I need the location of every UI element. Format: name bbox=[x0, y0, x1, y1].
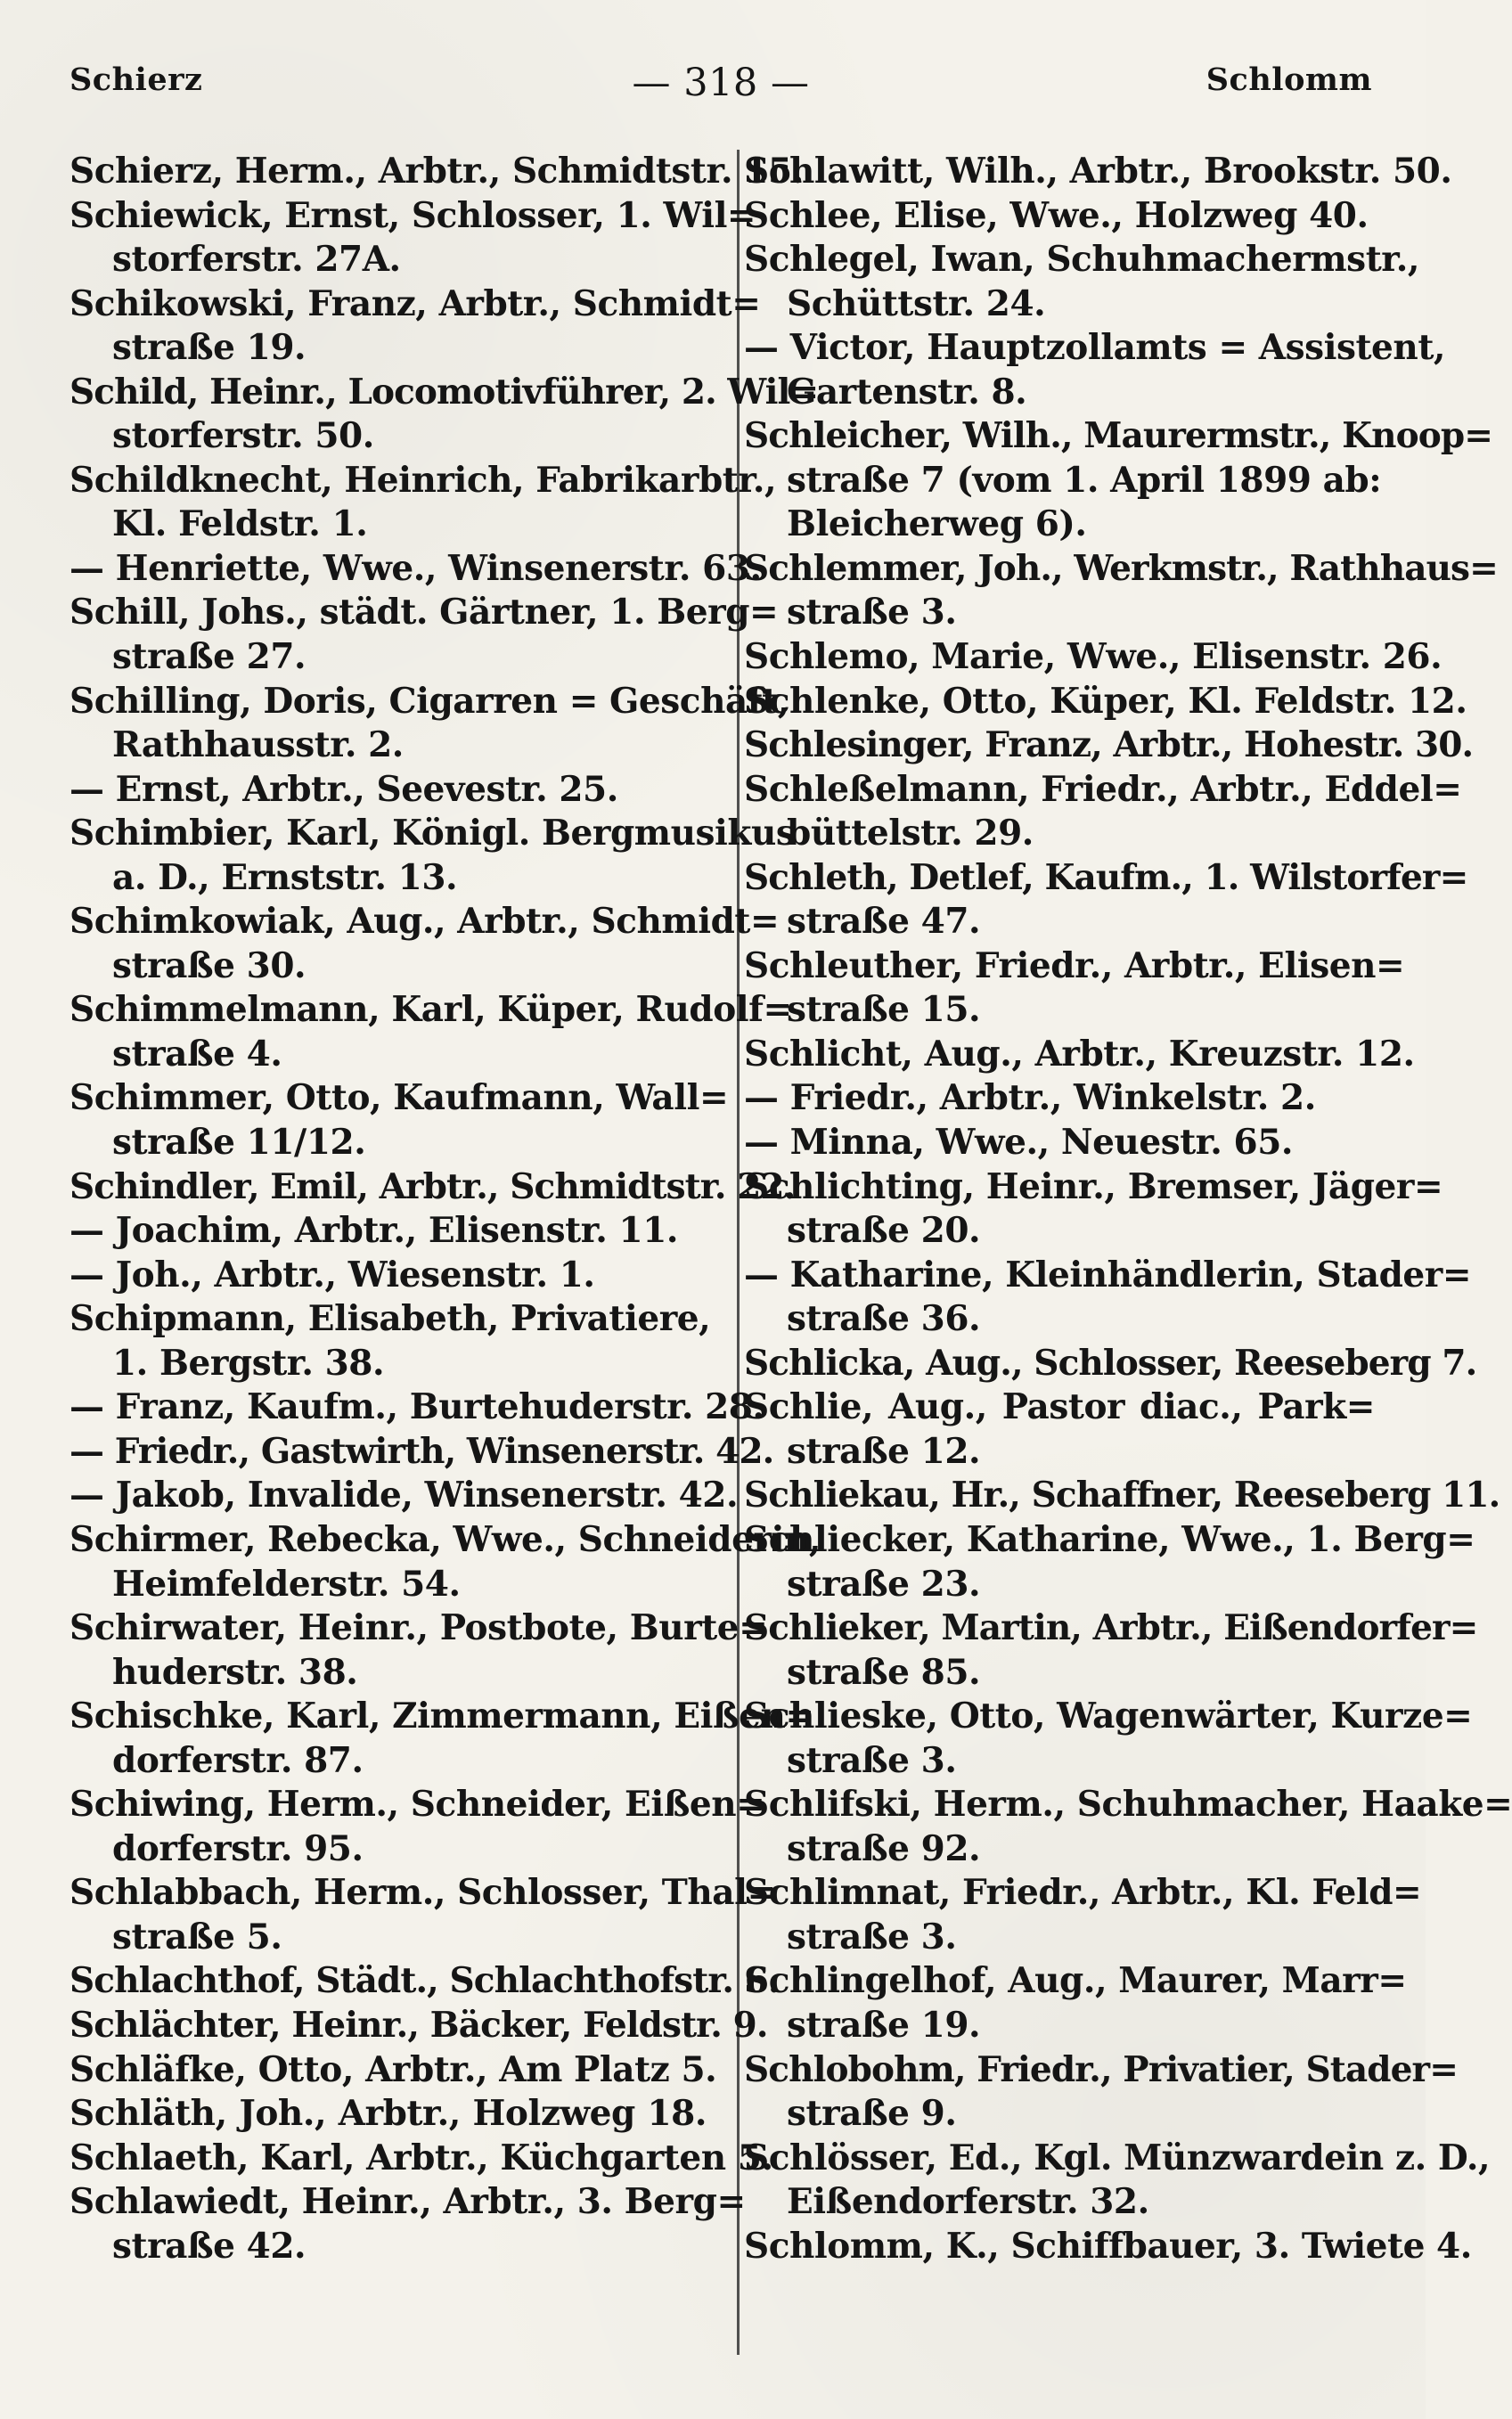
directory-line: straße 47. bbox=[787, 901, 981, 943]
directory-line: Schlomm, K., Schiffbauer, 3. Twiete 4. bbox=[744, 2225, 1472, 2267]
directory-line: Schlimnat, Friedr., Arbtr., Kl. Feld= bbox=[744, 1872, 1422, 1914]
directory-line: Kl. Feldstr. 1. bbox=[112, 503, 368, 545]
directory-line: straße 27. bbox=[112, 636, 306, 678]
directory-line: straße 20. bbox=[787, 1210, 981, 1252]
directory-line: straße 19. bbox=[787, 2004, 981, 2046]
directory-line: straße 92. bbox=[787, 1827, 981, 1869]
directory-line: 1. Bergstr. 38. bbox=[112, 1342, 385, 1384]
directory-line: straße 19. bbox=[112, 327, 306, 369]
directory-line: Schlichting, Heinr., Bremser, Jäger= bbox=[744, 1165, 1443, 1207]
directory-line: Schlieker, Martin, Arbtr., Eißendorfer= bbox=[744, 1607, 1478, 1649]
directory-line: Schlemo, Marie, Wwe., Elisenstr. 26. bbox=[744, 636, 1443, 678]
directory-line: Schlesinger, Franz, Arbtr., Hohestr. 30. bbox=[744, 724, 1474, 766]
directory-line: dorferstr. 95. bbox=[112, 1827, 364, 1869]
directory-line: straße 5. bbox=[112, 1916, 282, 1957]
directory-line: huderstr. 38. bbox=[112, 1651, 358, 1693]
directory-line: Schlifski, Herm., Schuhmacher, Haake= bbox=[744, 1784, 1512, 1826]
directory-line: Schildknecht, Heinrich, Fabrikarbtr., bbox=[69, 459, 777, 501]
page-number: — 318 — bbox=[632, 61, 810, 105]
directory-line: büttelstr. 29. bbox=[787, 813, 1034, 854]
directory-line: Schüttstr. 24. bbox=[787, 282, 1046, 324]
header-left-keyword: Schierz bbox=[69, 61, 203, 98]
directory-line: Schliekau, Hr., Schaffner, Reeseberg 11. bbox=[744, 1475, 1500, 1516]
directory-line: Schleßelmann, Friedr., Arbtr., Eddel= bbox=[744, 768, 1462, 810]
directory-line: Schlegel, Iwan, Schuhmachermstr., bbox=[744, 239, 1420, 281]
directory-line: straße 12. bbox=[787, 1430, 981, 1472]
directory-line: straße 30. bbox=[112, 944, 306, 986]
directory-line: Eißendorferstr. 32. bbox=[787, 2181, 1149, 2223]
directory-line: Schild, Heinr., Locomotivführer, 2. Wil= bbox=[69, 371, 819, 413]
directory-line: a. D., Ernststr. 13. bbox=[112, 856, 458, 898]
directory-line: Schilling, Doris, Cigarren = Geschäft, bbox=[69, 680, 789, 722]
directory-line: — Friedr., Arbtr., Winkelstr. 2. bbox=[744, 1077, 1316, 1119]
directory-line: Schlachthof, Städt., Schlachthofstr. 6. bbox=[69, 1960, 780, 2002]
directory-line: — Victor, Hauptzollamts = Assistent, bbox=[744, 327, 1446, 369]
directory-line: straße 85. bbox=[787, 1651, 981, 1693]
directory-line: Schlicht, Aug., Arbtr., Kreuzstr. 12. bbox=[744, 1033, 1415, 1075]
directory-line: Gartenstr. 8. bbox=[787, 371, 1027, 413]
directory-line: Schill, Johs., städt. Gärtner, 1. Berg= bbox=[69, 592, 779, 633]
directory-line: Schlicka, Aug., Schlosser, Reeseberg 7. bbox=[744, 1342, 1477, 1384]
directory-line: Schlaeth, Karl, Arbtr., Küchgarten 5. bbox=[69, 2137, 773, 2178]
directory-line: Heimfelderstr. 54. bbox=[112, 1563, 461, 1605]
directory-line: Schimbier, Karl, Königl. Bergmusikus bbox=[69, 813, 796, 854]
directory-line: Schlabbach, Herm., Schlosser, Thal= bbox=[69, 1872, 776, 1914]
directory-line: Schlemmer, Joh., Werkmstr., Rathhaus= bbox=[744, 547, 1498, 589]
header-right-keyword: Schlomm bbox=[1206, 61, 1372, 98]
directory-line: — Joh., Arbtr., Wiesenstr. 1. bbox=[69, 1254, 595, 1295]
directory-line: Schiewick, Ernst, Schlosser, 1. Wil= bbox=[69, 194, 756, 236]
page-header bbox=[69, 61, 1372, 118]
directory-line: Bleicherweg 6). bbox=[787, 503, 1087, 545]
directory-line: — Minna, Wwe., Neuestr. 65. bbox=[744, 1122, 1294, 1164]
directory-line: storferstr. 50. bbox=[112, 415, 374, 457]
directory-line: straße 9. bbox=[787, 2093, 957, 2135]
directory-line: — Franz, Kaufm., Burtehuderstr. 28. bbox=[69, 1386, 764, 1428]
directory-line: — Ernst, Arbtr., Seevestr. 25. bbox=[69, 768, 618, 810]
directory-line: Schipmann, Elisabeth, Privatiere, bbox=[69, 1298, 711, 1340]
directory-line: Schimmelmann, Karl, Küper, Rudolf= bbox=[69, 989, 792, 1031]
directory-line: straße 36. bbox=[787, 1298, 981, 1340]
directory-line: Schläfke, Otto, Arbtr., Am Platz 5. bbox=[69, 2048, 717, 2090]
directory-line: Schlieske, Otto, Wagenwärter, Kurze= bbox=[744, 1696, 1473, 1737]
directory-line: Schimkowiak, Aug., Arbtr., Schmidt= bbox=[69, 901, 780, 943]
directory-line: Schlawitt, Wilh., Arbtr., Brookstr. 50. bbox=[744, 151, 1452, 192]
right-directory-column bbox=[744, 150, 1512, 2268]
directory-line: — Jakob, Invalide, Winsenerstr. 42. bbox=[69, 1475, 739, 1516]
directory-line: straße 15. bbox=[787, 989, 981, 1031]
directory-line: Schleth, Detlef, Kaufm., 1. Wilstorfer= bbox=[744, 856, 1468, 898]
directory-line: straße 42. bbox=[112, 2225, 306, 2267]
directory-line: Schlee, Elise, Wwe., Holzweg 40. bbox=[744, 194, 1369, 236]
directory-line: Schleicher, Wilh., Maurermstr., Knoop= bbox=[744, 415, 1492, 457]
directory-line: straße 11/12. bbox=[112, 1122, 366, 1164]
directory-line: Schindler, Emil, Arbtr., Schmidtstr. 22. bbox=[69, 1165, 796, 1207]
directory-line: Schirwater, Heinr., Postbote, Burte= bbox=[69, 1607, 768, 1649]
directory-line: Schlächter, Heinr., Bäcker, Feldstr. 9. bbox=[69, 2004, 768, 2046]
directory-columns bbox=[69, 150, 1512, 2386]
directory-line: Schlobohm, Friedr., Privatier, Stader= bbox=[744, 2048, 1458, 2090]
directory-line: Schlösser, Ed., Kgl. Münzwardein z. D., bbox=[744, 2137, 1491, 2178]
directory-line: Schlenke, Otto, Küper, Kl. Feldstr. 12. bbox=[744, 680, 1467, 722]
directory-line: straße 23. bbox=[787, 1563, 981, 1605]
directory-line: Schliecker, Katharine, Wwe., 1. Berg= bbox=[744, 1518, 1475, 1560]
directory-line: Schlawiedt, Heinr., Arbtr., 3. Berg= bbox=[69, 2181, 746, 2223]
directory-line: Schläth, Joh., Arbtr., Holzweg 18. bbox=[69, 2093, 707, 2135]
directory-line: — Henriette, Wwe., Winsenerstr. 63. bbox=[69, 547, 762, 589]
directory-line: Schleuther, Friedr., Arbtr., Elisen= bbox=[744, 944, 1405, 986]
directory-line: straße 3. bbox=[787, 1916, 957, 1957]
left-directory-column bbox=[69, 150, 821, 2268]
directory-line: Schimmer, Otto, Kaufmann, Wall= bbox=[69, 1077, 729, 1119]
directory-line: Schlingelhof, Aug., Maurer, Marr= bbox=[744, 1960, 1407, 2002]
directory-line: straße 3. bbox=[787, 1739, 957, 1781]
directory-line: Schikowski, Franz, Arbtr., Schmidt= bbox=[69, 282, 761, 324]
directory-line: dorferstr. 87. bbox=[112, 1739, 364, 1781]
directory-line: Schischke, Karl, Zimmermann, Eißen= bbox=[69, 1696, 814, 1737]
directory-line: — Katharine, Kleinhändlerin, Stader= bbox=[744, 1254, 1472, 1295]
directory-line: straße 3. bbox=[787, 592, 957, 633]
directory-line: Schierz, Herm., Arbtr., Schmidtstr. 15. bbox=[69, 151, 804, 192]
directory-line: straße 7 (vom 1. April 1899 ab: bbox=[787, 459, 1382, 501]
directory-line: Schlie, Aug., Pastor diac., Park= bbox=[744, 1386, 1375, 1428]
directory-line: — Friedr., Gastwirth, Winsenerstr. 42. bbox=[69, 1430, 774, 1472]
directory-line: Rathhausstr. 2. bbox=[112, 724, 404, 766]
directory-line: straße 4. bbox=[112, 1033, 282, 1075]
directory-line: Schiwing, Herm., Schneider, Eißen= bbox=[69, 1784, 765, 1826]
directory-line: Schirmer, Rebecka, Wwe., Schneiderin, bbox=[69, 1518, 821, 1560]
directory-line: storferstr. 27A. bbox=[112, 239, 401, 281]
directory-line: — Joachim, Arbtr., Elisenstr. 11. bbox=[69, 1210, 679, 1252]
